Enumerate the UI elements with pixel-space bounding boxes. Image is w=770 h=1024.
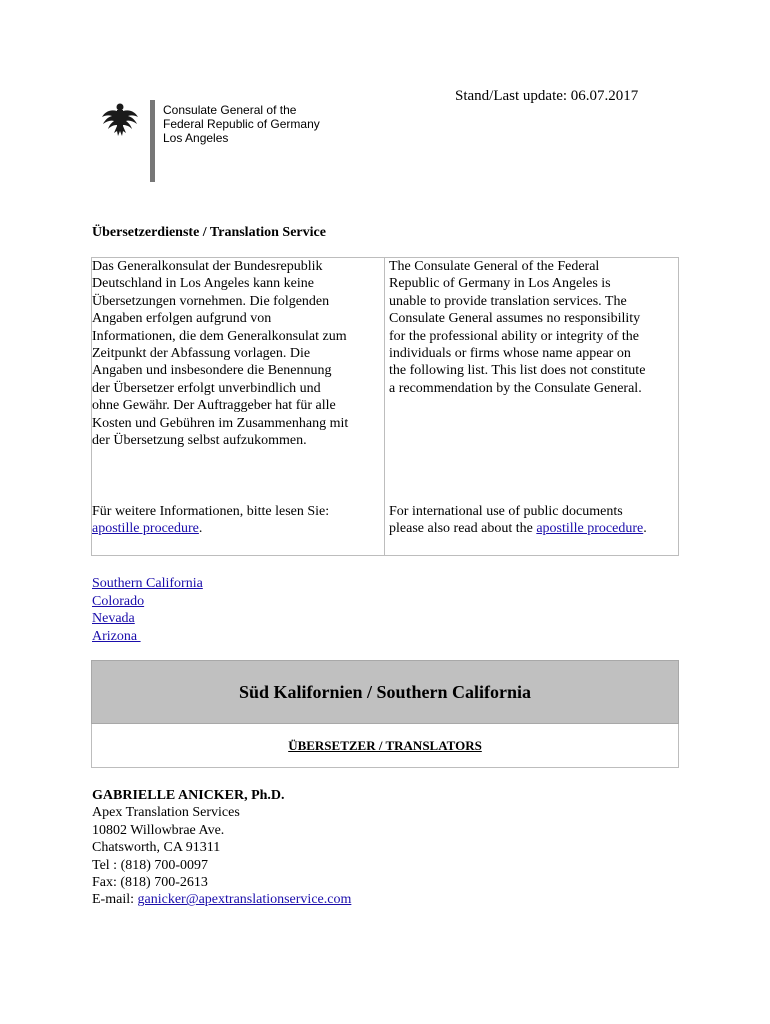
- email-label: E-mail:: [92, 892, 138, 908]
- english-apostille-link[interactable]: apostille procedure: [536, 521, 644, 537]
- region-link-colorado[interactable]: Colorado: [92, 593, 145, 609]
- table-divider: [384, 258, 385, 555]
- consulate-line: Consulate General of the: [163, 103, 297, 117]
- german-more-info: [92, 503, 382, 538]
- section-heading: Süd Kalifornien / Southern California: [238, 681, 532, 702]
- translator-name: GABRIELLE ANICKER, Ph.D.: [92, 788, 285, 803]
- text-line: Angaben erfolgen aufgrund von: [92, 311, 272, 327]
- text-line: the following list. This list does not constitute: [389, 363, 646, 379]
- translator-entry: [92, 787, 351, 909]
- punctuation: .: [643, 521, 647, 537]
- text-line: Kosten und Gebühren im Zusammenhang mit: [92, 415, 349, 431]
- section-subbanner: [91, 724, 679, 768]
- region-link-nevada[interactable]: Nevada: [92, 611, 135, 626]
- text-line: unable to provide translation services. The: [389, 293, 627, 309]
- translator-fax: Fax: (818) 700-2613: [92, 875, 208, 891]
- region-link-arizona[interactable]: Arizona: [92, 628, 141, 644]
- english-more-info: [389, 503, 679, 538]
- region-links: [92, 575, 203, 645]
- german-apostille-link[interactable]: apostille procedure: [92, 521, 199, 537]
- english-disclaimer: [389, 258, 679, 397]
- region-link-southern-california[interactable]: Southern California: [92, 576, 203, 591]
- translator-phone: Tel : (818) 700-0097: [92, 857, 209, 873]
- translators-heading: ÜBERSETZER / TRANSLATORS: [288, 737, 482, 753]
- text-line: please also read about the: [389, 521, 533, 537]
- text-line: der Übersetzung selbst aufzukommen.: [92, 433, 307, 449]
- last-update-text: Stand/Last update: 06.07.2017: [455, 88, 639, 104]
- translator-email-row: [92, 891, 351, 908]
- text-line: Für weitere Informationen, bitte lesen Sie:: [92, 504, 330, 519]
- text-line: individuals or firms whose name appear on: [389, 346, 631, 362]
- text-line: ohne Gewähr. Der Auftraggeber hat für alle: [92, 398, 336, 414]
- punctuation: .: [198, 521, 203, 537]
- text-line: Angaben und insbesondere die Benennung: [92, 363, 332, 379]
- text-line: Republic of Germany in Los Angeles is: [389, 276, 611, 292]
- section-banner: [91, 660, 679, 724]
- federal-eagle-logo-icon: [100, 100, 140, 138]
- text-line: for the professional ability or integrity of the: [389, 328, 639, 344]
- text-line: Informationen, die dem Generalkonsulat zum: [92, 328, 347, 344]
- translator-city: Chatsworth, CA 91311: [92, 840, 221, 856]
- text-line: The Consulate General of the Federal: [389, 259, 600, 274]
- text-line: a recommendation by the Consulate General.: [389, 380, 642, 396]
- text-line: Zeitpunkt der Abfassung vorlagen. Die: [92, 346, 311, 362]
- text-line: Consulate General assumes no responsibility: [389, 311, 641, 327]
- translator-street: 10802 Willowbrae Ave.: [92, 822, 225, 838]
- service-title: Übersetzerdienste / Translation Service: [92, 225, 326, 240]
- consulate-line: Los Angeles: [163, 131, 229, 145]
- text-line: der Übersetzer erfolgt unverbindlich und: [92, 380, 321, 396]
- text-line: Übersetzungen vornehmen. Die folgenden: [92, 293, 330, 309]
- translator-company: Apex Translation Services: [92, 805, 240, 821]
- info-table: [91, 257, 679, 556]
- consulate-line: Federal Republic of Germany: [163, 117, 320, 131]
- german-disclaimer: [92, 258, 382, 449]
- consulate-name: [163, 103, 320, 145]
- text-line: Deutschland in Los Angeles kann keine: [92, 276, 315, 292]
- text-line: For international use of public documents: [389, 504, 623, 519]
- text-line: Das Generalkonsulat der Bundesrepublik: [92, 259, 323, 274]
- translator-email-link[interactable]: ganicker@apextranslationservice.com: [137, 892, 352, 908]
- logo-divider-bar: [150, 100, 155, 182]
